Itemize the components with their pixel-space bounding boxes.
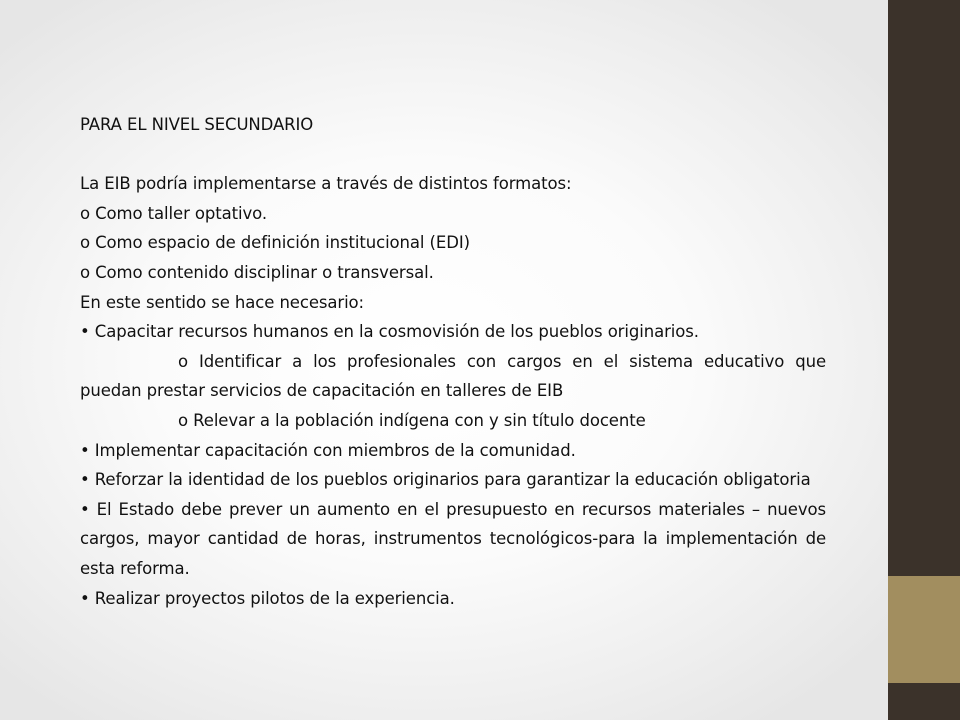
- bullet-state-budget: • El Estado debe prever un aumento en el presupuesto en recursos materiales – nuevos cargos, mayor cantidad de horas, instrumentos tecnológicos-para la implementación de esta reforma.: [80, 499, 826, 578]
- necessity-intro: En este sentido se hace necesario:: [80, 292, 365, 312]
- intro-line: La EIB podría implementarse a través de distintos formatos:: [80, 174, 572, 194]
- bullet-pilot-projects: • Realizar proyectos pilotos de la experiencia.: [80, 588, 455, 608]
- slide-body: [80, 110, 826, 613]
- blank-line: [80, 140, 826, 170]
- sub-item-identify-professionals: o Identificar a los profesionales con cargos en el sistema educativo que puedan prestar servicios de capacitación en talleres de EIB: [80, 351, 826, 401]
- bullet-reinforce-identity: • Reforzar la identidad de los pueblos originarios para garantizar la educación obligatoria: [80, 470, 811, 490]
- bullet-train-human-resources: • Capacitar recursos humanos en la cosmovisión de los pueblos originarios.: [80, 322, 699, 342]
- bullet-community-training: • Implementar capacitación con miembros de la comunidad.: [80, 440, 576, 460]
- format-option-edi: o Como espacio de definición institucional (EDI): [80, 233, 470, 253]
- decorative-accent-block: [888, 576, 960, 683]
- format-option-workshop: o Como taller optativo.: [80, 203, 268, 223]
- format-option-content: o Como contenido disciplinar o transversal.: [80, 262, 434, 282]
- slide-title: PARA EL NIVEL SECUNDARIO: [80, 115, 314, 134]
- sub-item-survey-population: o Relevar a la población indígena con y sin título docente: [178, 410, 646, 430]
